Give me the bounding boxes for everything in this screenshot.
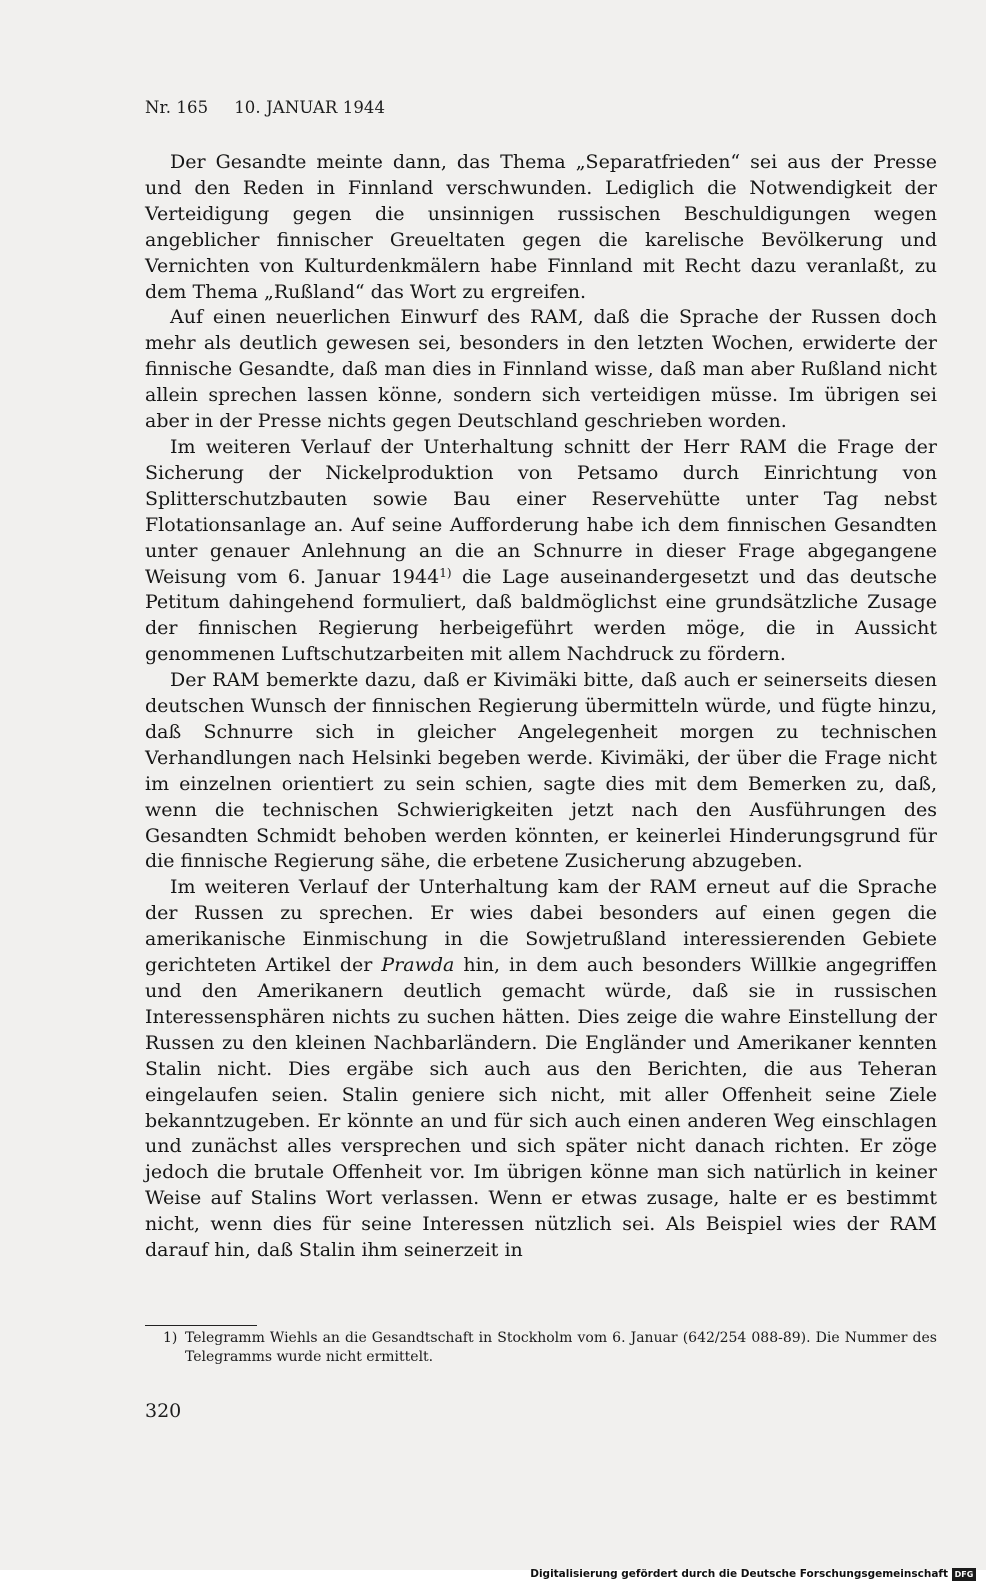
- newspaper-title: Prawda: [381, 954, 455, 977]
- footnote-reference[interactable]: 1): [439, 565, 452, 580]
- footnote-text: Telegramm Wiehls an die Gesandtschaft in Stockholm vom 6. Januar (642/254 088-89). Die Nummer des Telegramms wurde nicht ermittelt.: [185, 1330, 937, 1365]
- digitization-credit: Digitalisierung gefördert durch die Deutsche Forschungsgemeinschaft: [530, 1568, 948, 1580]
- document-number: Nr. 165: [145, 98, 209, 117]
- paragraph-3: [145, 435, 937, 668]
- footnote-1: [145, 1329, 937, 1367]
- paragraph-5: [145, 875, 937, 1264]
- paragraph-3-text-a: Im weiteren Verlauf der Unterhaltung schnitt der Herr RAM die Frage der Sicherung der Nickelproduktion von Petsamo durch Einrichtung von Splitterschutzbauten sowie Bau einer Reservehütte unter Tag nebst Flotationsanlage an. Auf seine Aufforderung habe ich dem finnischen Gesandten unter genauer Anlehnung an die an Schnurre in dieser Frage abgegangene Weisung vom 6. Januar 1944: [145, 435, 937, 588]
- paragraph-5-text-b: hin, in dem auch besonders Willkie angegriffen und den Amerikanern deutlich gemacht würde, daß sie in russischen Interessensphären nichts zu suchen hätten. Dies zeige die wahre Einstellung der Russen zu den kleinen Nachbarländern. Die Engländer und Amerikaner kennten Stalin nicht. Dies ergäbe sich auch aus den Berichten, die aus Teheran eingelaufen seien. Stalin geniere sich nicht, mit aller Offenheit seine Ziele bekanntzugeben. Er könnte an und für sich auch einen anderen Weg einschlagen und zunächst alles versprechen und sich später nicht danach richten. Er zöge jedoch die brutale Offenheit vor. Im übrigen könne man sich natürlich in keiner Weise auf Stalins Wort verlassen. Wenn er etwas zusage, halte er es bestimmt nicht, wenn dies für seine Interessen nützlich sei. Als Beispiel wies der RAM darauf hin, daß Stalin ihm seinerzeit in: [145, 954, 937, 1262]
- paragraph-3-text-b: die Lage auseinandergesetzt und das deutsche Petitum dahingehend formuliert, daß baldmöglichst eine grundsätzliche Zusage der finnischen Regierung herbeigeführt werden möge, die in Aussicht genommenen Luftschutzarbeiten mit allem Nachdruck zu fördern.: [145, 565, 937, 666]
- footnote-divider: [145, 1325, 257, 1326]
- paragraph-1: Der Gesandte meinte dann, das Thema „Separatfrieden“ sei aus der Presse und den Reden in Finnland verschwunden. Lediglich die Notwendigkeit der Verteidigung gegen die unsinnigen russischen Beschuldigungen wegen angeblicher finnischer Greueltaten gegen die karelische Bevölkerung und Vernichten von Kulturdenkmälern habe Finnland mit Recht dazu veranlaßt, zu dem Thema „Rußland“ das Wort zu ergreifen.: [145, 151, 937, 303]
- footnotes: [145, 1329, 937, 1367]
- paragraph-4: Der RAM bemerkte dazu, daß er Kivimäki bitte, daß auch er seinerseits diesen deutschen Wunsch der finnischen Regierung übermitteln würde, und fügte hinzu, daß Schnurre sich in gleicher Angelegenheit morgen zu technischen Verhandlungen nach Helsinki begeben werde. Kivimäki, der über die Frage nicht im einzelnen orientiert zu sein schien, sagte dies mit dem Bemerken zu, daß, wenn die technischen Schwierigkeiten jetzt nach den Ausführungen des Gesandten Schmidt behoben werden könnten, er keinerlei Hinderungsgrund für die finnische Regierung sähe, die erbetene Zusicherung abzugeben.: [145, 669, 937, 873]
- paragraph-2: Auf einen neuerlichen Einwurf des RAM, daß die Sprache der Russen doch mehr als deutlich gewesen sei, besonders in den letzten Wochen, erwiderte der finnische Gesandte, daß man dies in Finnland wisse, daß man aber Rußland nicht allein sprechen lassen könne, sondern sich verteidigen müsse. Im übrigen sei aber in der Presse nichts gegen Deutschland geschrieben worden.: [145, 306, 937, 433]
- footnote-mark: 1): [163, 1330, 178, 1346]
- dfg-logo: DFG: [952, 1568, 976, 1581]
- page-number: 320: [145, 1400, 182, 1422]
- running-head: [145, 98, 385, 117]
- document-date: 10. JANUAR 1944: [234, 98, 386, 117]
- paragraph-5-text-a: Im weiteren Verlauf der Unterhaltung kam der RAM erneut auf die Sprache der Russen zu sprechen. Er wies dabei besonders auf einen gegen die amerikanische Einmischung in die Sowjetrußland interessierenden Gebiete gerichteten Artikel der: [145, 876, 937, 977]
- main-text: [145, 150, 937, 1264]
